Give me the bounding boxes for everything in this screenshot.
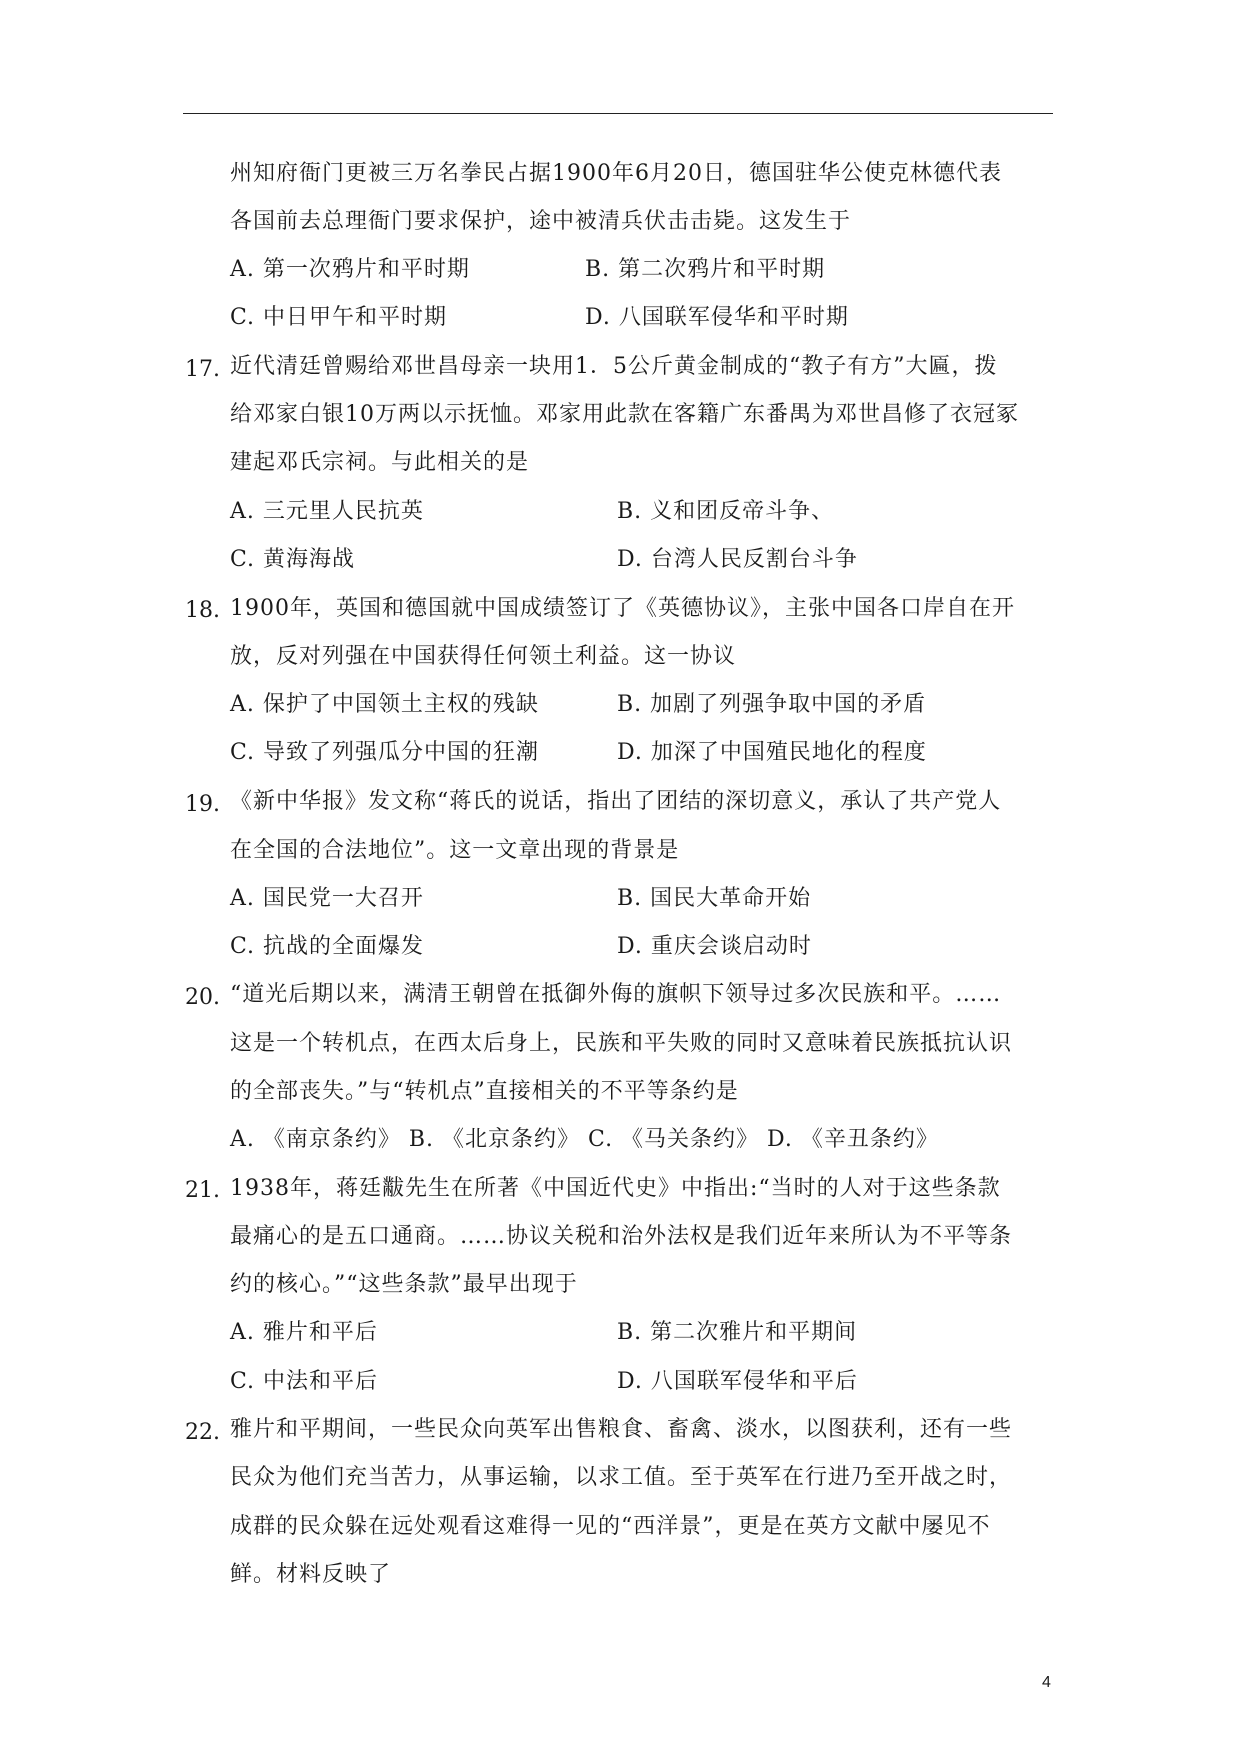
q20-text-line-2: 这是一个转机点，在西太后身上，民族和平失败的同时又意味着民族抵抗认识 [230, 1031, 1013, 1056]
page-number: 4 [1042, 1674, 1051, 1691]
q22-number: 22. [185, 1420, 220, 1445]
q20-number: 20. [185, 985, 220, 1010]
q18-option-d: D. 加深了中国殖民地化的程度 [617, 740, 927, 765]
q19-text-line-1: 《新中华报》发文称“蒋氏的说话，指出了团结的深切意义，承认了共产党人 [230, 789, 1002, 814]
q19-option-c: C. 抗战的全面爆发 [230, 934, 425, 959]
q18-option-a: A. 保护了中国领土主权的残缺 [230, 692, 539, 717]
q21-text-line-2: 最痛心的是五口通商。……协议关税和治外法权是我们近年来所认为不平等条 [230, 1224, 1013, 1249]
q16-option-a: A. 第一次鸦片和平时期 [230, 257, 470, 282]
q18-option-c: C. 导致了列强瓜分中国的狂潮 [230, 740, 540, 765]
q17-option-a: A. 三元里人民抗英 [230, 499, 424, 524]
q21-option-c: C. 中法和平后 [230, 1369, 379, 1394]
q16-text-line-1: 州知府衙门更被三万名拳民占据1900年6月20日，德国驻华公使克林德代表 [230, 161, 1002, 186]
q17-text-line-2: 给邓家白银10万两以示抚恤。邓家用此款在客籍广东番禺为邓世昌修了衣冠冢 [230, 402, 1019, 427]
q21-text-line-3: 约的核心。”“这些条款”最早出现于 [230, 1272, 578, 1297]
q21-option-a: A. 雅片和平后 [230, 1320, 378, 1345]
header-rule [183, 113, 1053, 114]
q17-option-d: D. 台湾人民反割台斗争 [617, 547, 858, 572]
q16-text-line-2: 各国前去总理衙门要求保护，途中被清兵伏击击毙。这发生于 [230, 209, 852, 234]
q17-text-line-1: 近代清廷曾赐给邓世昌母亲一块用1．5公斤黄金制成的“教子有方”大匾，拨 [230, 354, 998, 379]
q21-option-b: B. 第二次雅片和平期间 [617, 1320, 858, 1345]
q22-text-line-3: 成群的民众躲在远处观看这难得一见的“西洋景”，更是在英方文献中屡见不 [230, 1514, 991, 1539]
q21-number: 21. [185, 1178, 220, 1203]
q18-text-line-1: 1900年，英国和德国就中国成绩签订了《英德协议》，主张中国各口岸自在开 [230, 596, 1015, 621]
q19-option-d: D. 重庆会谈启动时 [617, 934, 812, 959]
q20-options: A. 《南京条约》 B. 《北京条约》 C. 《马关条约》 D. 《辛丑条约》 [230, 1127, 939, 1152]
q16-option-b: B. 第二次鸦片和平时期 [585, 257, 826, 282]
q21-option-d: D. 八国联军侵华和平后 [617, 1369, 858, 1394]
q21-text-line-1: 1938年，蒋廷黻先生在所著《中国近代史》中指出:“当时的人对于这些条款 [230, 1176, 1001, 1201]
q22-text-line-4: 鲜。材料反映了 [230, 1562, 392, 1587]
q16-option-c: C. 中日甲午和平时期 [230, 305, 448, 330]
q19-number: 19. [185, 792, 220, 817]
q22-text-line-1: 雅片和平期间，一些民众向英军出售粮食、畜禽、淡水，以图获利，还有一些 [230, 1417, 1013, 1442]
q20-text-line-1: “道光后期以来，满清王朝曾在抵御外侮的旗帜下领导过多次民族和平。…… [230, 982, 1002, 1007]
q16-option-d: D. 八国联军侵华和平时期 [585, 305, 849, 330]
q18-text-line-2: 放，反对列强在中国获得任何领土利益。这一协议 [230, 644, 737, 669]
q17-text-line-3: 建起邓氏宗祠。与此相关的是 [230, 450, 530, 475]
q17-option-c: C. 黄海海战 [230, 547, 356, 572]
q18-number: 18. [185, 598, 220, 623]
q17-option-b: B. 义和团反帝斗争、 [617, 499, 835, 524]
q19-option-b: B. 国民大革命开始 [617, 886, 812, 911]
q18-option-b: B. 加剧了列强争取中国的矛盾 [617, 692, 927, 717]
q17-number: 17. [185, 357, 220, 382]
q19-text-line-2: 在全国的合法地位”。这一文章出现的背景是 [230, 838, 680, 863]
q22-text-line-2: 民众为他们充当苦力，从事运输，以求工值。至于英军在行进乃至开战之时， [230, 1465, 1013, 1490]
q19-option-a: A. 国民党一大召开 [230, 886, 424, 911]
q20-text-line-3: 的全部丧失。”与“转机点”直接相关的不平等条约是 [230, 1079, 739, 1104]
